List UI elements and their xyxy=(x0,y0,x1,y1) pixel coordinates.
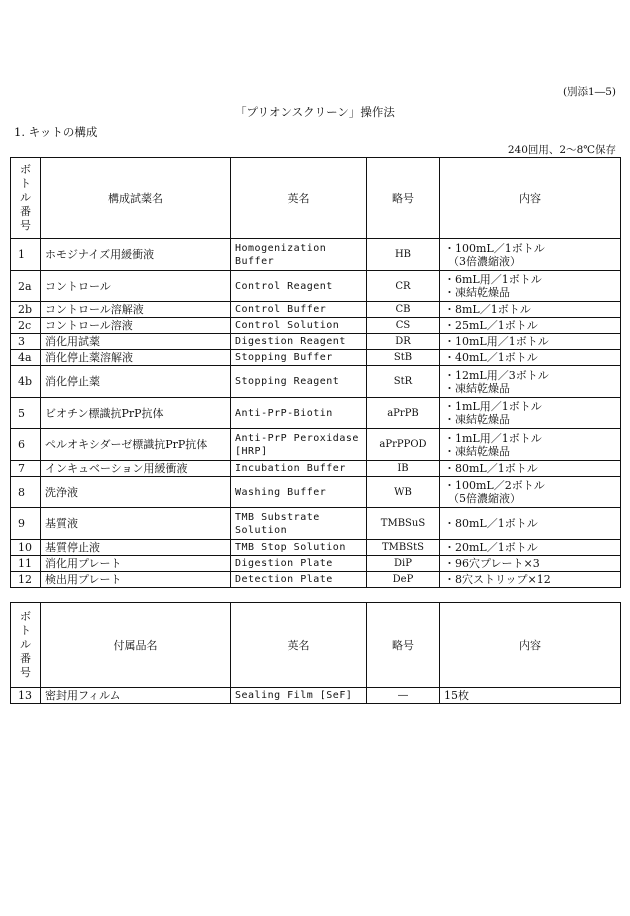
cell-bottle-no: 9 xyxy=(11,508,41,540)
cell-bottle-no: 10 xyxy=(11,540,41,556)
header-abbreviation: 略号 xyxy=(367,603,440,688)
cell-content xyxy=(440,508,621,540)
header-bottle-no: ボ ト ル 番 号 xyxy=(11,603,41,688)
cell-name: ビオチン標識抗PrP抗体 xyxy=(41,398,231,429)
cell-abbreviation: DiP xyxy=(367,556,440,572)
content-line: ・10mL用／1ボトル xyxy=(444,335,549,348)
cell-bottle-no: 7 xyxy=(11,461,41,477)
cell-english-name: Anti-PrP Peroxidase [HRP] xyxy=(231,429,367,461)
cell-abbreviation: CR xyxy=(367,271,440,302)
table-row xyxy=(11,318,621,334)
cell-name: 消化停止薬 xyxy=(41,366,231,398)
content-line: ・凍結乾燥品 xyxy=(444,444,510,458)
header-english-name: 英名 xyxy=(231,603,367,688)
table-row xyxy=(11,271,621,302)
cell-name: コントロール溶解液 xyxy=(41,302,231,318)
section-heading: 1. キットの構成 xyxy=(14,125,98,139)
cell-content xyxy=(440,398,621,429)
content-line: ・12mL用／3ボトル xyxy=(444,368,549,382)
table-row xyxy=(11,477,621,508)
content-line: ・8mL／1ボトル xyxy=(444,303,531,316)
cell-content xyxy=(440,477,621,508)
cell-bottle-no: 2b xyxy=(11,302,41,318)
cell-bottle-no: 2a xyxy=(11,271,41,302)
cell-name: 基質停止液 xyxy=(41,540,231,556)
content-line: 15枚 xyxy=(444,689,469,702)
cell-name: ホモジナイズ用緩衝液 xyxy=(41,239,231,271)
cell-english-name: Digestion Reagent xyxy=(231,334,367,350)
cell-abbreviation: aPrPB xyxy=(367,398,440,429)
cell-name: インキュベーション用緩衝液 xyxy=(41,461,231,477)
cell-bottle-no: 8 xyxy=(11,477,41,508)
table-row xyxy=(11,461,621,477)
content-line: （3倍濃縮液） xyxy=(448,254,521,268)
cell-name: 基質液 xyxy=(41,508,231,540)
table-row xyxy=(11,350,621,366)
cell-bottle-no: 4b xyxy=(11,366,41,398)
header-bottle-no: ボ ト ル 番 号 xyxy=(11,158,41,239)
header-abbreviation: 略号 xyxy=(367,158,440,239)
cell-content xyxy=(440,540,621,556)
cell-name: 検出用プレート xyxy=(41,572,231,588)
cell-abbreviation: TMBStS xyxy=(367,540,440,556)
cell-english-name: Stopping Reagent xyxy=(231,366,367,398)
storage-note: 240回用、2～8℃保存 xyxy=(507,144,616,156)
cell-english-name: Washing Buffer xyxy=(231,477,367,508)
table-row xyxy=(11,239,621,271)
cell-name: 密封用フィルム xyxy=(41,688,231,704)
cell-english-name: Anti-PrP-Biotin xyxy=(231,398,367,429)
header-english-name: 英名 xyxy=(231,158,367,239)
content-line: ・80mL／1ボトル xyxy=(444,517,538,530)
content-line: （5倍濃縮液） xyxy=(448,492,521,505)
kit-components-table xyxy=(10,157,621,588)
annex-label: (別添1―5) xyxy=(562,86,616,98)
page-title: 「プリオンスクリーン」操作法 xyxy=(235,105,395,119)
content-line: ・100mL／1ボトル xyxy=(444,241,545,255)
content-line: ・20mL／1ボトル xyxy=(444,541,538,554)
table-row xyxy=(11,572,621,588)
cell-english-name: TMB Substrate Solution xyxy=(231,508,367,540)
table-row xyxy=(11,429,621,461)
cell-abbreviation: HB xyxy=(367,239,440,271)
content-line: ・1mL用／1ボトル xyxy=(444,431,542,445)
cell-bottle-no: 12 xyxy=(11,572,41,588)
cell-bottle-no: 1 xyxy=(11,239,41,271)
cell-english-name: Detection Plate xyxy=(231,572,367,588)
content-line: ・100mL／2ボトル xyxy=(444,479,545,492)
cell-name: コントロール xyxy=(41,271,231,302)
cell-abbreviation: aPrPPOD xyxy=(367,429,440,461)
cell-name: ペルオキシダーゼ標識抗PrP抗体 xyxy=(41,429,231,461)
cell-abbreviation: CS xyxy=(367,318,440,334)
cell-content xyxy=(440,429,621,461)
cell-abbreviation: StB xyxy=(367,350,440,366)
content-line: ・6mL用／1ボトル xyxy=(444,273,542,286)
table-row xyxy=(11,540,621,556)
cell-content xyxy=(440,688,621,704)
cell-english-name: Incubation Buffer xyxy=(231,461,367,477)
cell-name: 消化用プレート xyxy=(41,556,231,572)
content-line: ・96穴プレート×3 xyxy=(444,557,540,570)
cell-english-name: Control Solution xyxy=(231,318,367,334)
cell-bottle-no: 13 xyxy=(11,688,41,704)
cell-abbreviation: DeP xyxy=(367,572,440,588)
cell-content xyxy=(440,271,621,302)
cell-english-name: Digestion Plate xyxy=(231,556,367,572)
cell-english-name: Homogenization Buffer xyxy=(231,239,367,271)
cell-english-name: Sealing Film [SeF] xyxy=(231,688,367,704)
table-row xyxy=(11,398,621,429)
cell-bottle-no: 2c xyxy=(11,318,41,334)
cell-content xyxy=(440,350,621,366)
cell-content xyxy=(440,302,621,318)
cell-abbreviation: StR xyxy=(367,366,440,398)
cell-name: コントロール溶液 xyxy=(41,318,231,334)
table-row xyxy=(11,688,621,704)
content-line: ・凍結乾燥品 xyxy=(444,286,510,299)
content-line: ・40mL／1ボトル xyxy=(444,351,538,364)
content-line: ・80mL／1ボトル xyxy=(444,462,538,475)
table-row xyxy=(11,366,621,398)
cell-english-name: Control Reagent xyxy=(231,271,367,302)
cell-content xyxy=(440,239,621,271)
cell-english-name: Stopping Buffer xyxy=(231,350,367,366)
cell-name: 消化停止薬溶解液 xyxy=(41,350,231,366)
cell-bottle-no: 4a xyxy=(11,350,41,366)
table-row xyxy=(11,334,621,350)
cell-bottle-no: 11 xyxy=(11,556,41,572)
cell-content xyxy=(440,572,621,588)
table-row xyxy=(11,508,621,540)
cell-bottle-no: 3 xyxy=(11,334,41,350)
content-line: ・8穴ストリップ×12 xyxy=(444,573,551,586)
cell-name: 洗浄液 xyxy=(41,477,231,508)
table-row xyxy=(11,302,621,318)
cell-english-name: Control Buffer xyxy=(231,302,367,318)
header-content: 内容 xyxy=(440,603,621,688)
header-reagent-name: 構成試薬名 xyxy=(41,158,231,239)
cell-abbreviation: DR xyxy=(367,334,440,350)
content-line: ・25mL／1ボトル xyxy=(444,319,538,332)
cell-abbreviation: TMBSuS xyxy=(367,508,440,540)
cell-content xyxy=(440,366,621,398)
cell-abbreviation: ― xyxy=(367,688,440,704)
cell-bottle-no: 5 xyxy=(11,398,41,429)
cell-bottle-no: 6 xyxy=(11,429,41,461)
cell-content xyxy=(440,318,621,334)
cell-abbreviation: CB xyxy=(367,302,440,318)
cell-name: 消化用試薬 xyxy=(41,334,231,350)
cell-content xyxy=(440,334,621,350)
header-accessory-name: 付属品名 xyxy=(41,603,231,688)
table-row xyxy=(11,556,621,572)
header-content: 内容 xyxy=(440,158,621,239)
cell-english-name: TMB Stop Solution xyxy=(231,540,367,556)
content-line: ・凍結乾燥品 xyxy=(444,413,510,426)
cell-content xyxy=(440,556,621,572)
cell-content xyxy=(440,461,621,477)
cell-abbreviation: IB xyxy=(367,461,440,477)
cell-abbreviation: WB xyxy=(367,477,440,508)
content-line: ・凍結乾燥品 xyxy=(444,381,510,395)
accessories-table xyxy=(10,602,621,704)
content-line: ・1mL用／1ボトル xyxy=(444,400,542,413)
